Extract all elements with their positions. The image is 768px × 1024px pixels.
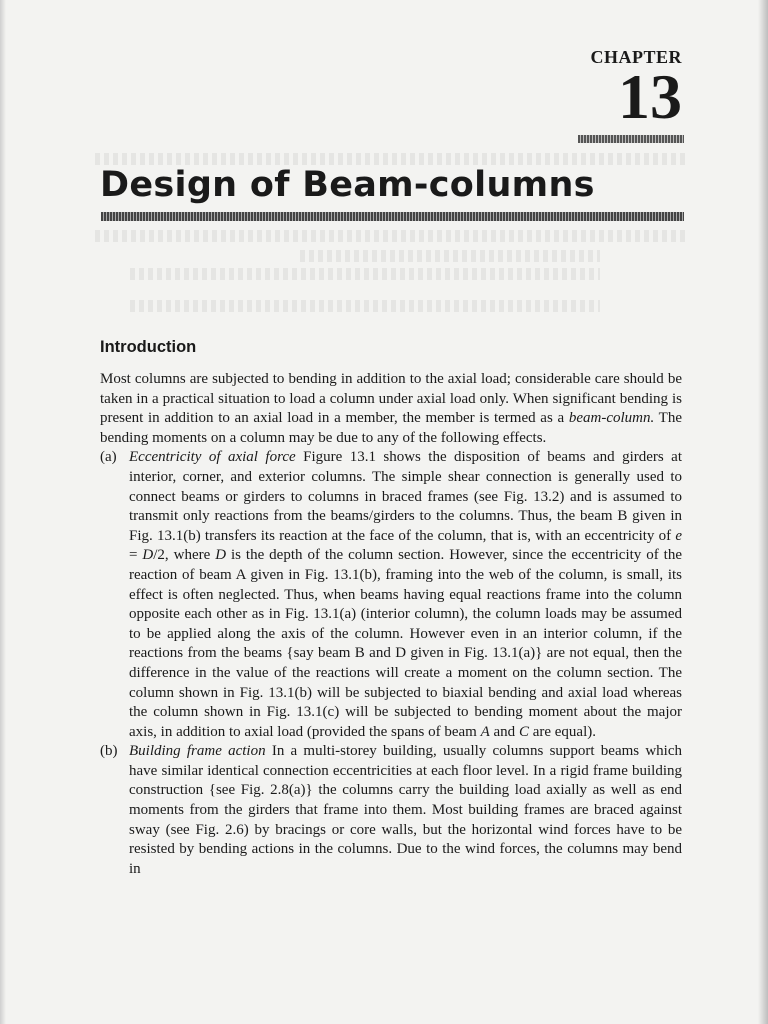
show-through-text (130, 268, 600, 280)
section-heading: Introduction (100, 338, 197, 356)
show-through-text (95, 153, 685, 165)
body-text (100, 370, 682, 879)
list-item-runin: Eccentricity of axial force (129, 449, 296, 466)
list-item-label: (a) (100, 449, 117, 466)
chapter-title-rule (101, 212, 684, 221)
chapter-number-rule (578, 135, 684, 143)
list-item-text (129, 448, 682, 742)
show-through-text (130, 300, 600, 312)
italic-text: beam-column. (568, 410, 655, 427)
text-run: Most columns are subjected to bending in addition to the axial load; considerable care should be taken in a practical situation to load a column under axial load only. When significant bending is present in addition to an axial load in a member, the member is termed as a (100, 371, 682, 427)
text-run: = (129, 547, 143, 564)
chapter-label: CHAPTER (590, 47, 682, 67)
show-through-text (300, 250, 600, 262)
list-item (100, 448, 682, 742)
text-run: and (489, 723, 519, 740)
text-run: In a multi-storey building, usually columns support beams which have similar identical connection eccentricities at each floor level. In a rigid frame building construction {see Fig. 2.8(a)} the columns carry the building load axially as well as end moments from the girders that frame into them. Most building frames are braced against sway (see Fig. 2.6) by bracings or core walls, but the horizontal wind forces have to be resisted by bending actions in the columns. Due to the wind forces, the columns may bend in (129, 743, 682, 877)
text-run: is the depth of the column section. However, since the eccentricity of the reaction of beam A given in Fig. 13.1(b), framing into the web of the column, is small, its effect is often neglected. Thus, when beams having equal reactions frame into the column opposite each other as in Fig. 13.1(a) (interior column), the column loads may be assumed to be applied along the axis of the column. However even in an interior column, if the reactions from the beams {say beam B and D given in Fig. 13.1(a)} are not equal, then the difference in the value of the reactions will create a moment on the column section. The column shown in Fig. 13.1(b) will be subjected to biaxial bending and axial load whereas the column shown in Fig. 13.1(c) will be subjected to bending moment about the major axis, in addition to axial load (provided the spans of beam (129, 547, 682, 740)
show-through-text (95, 230, 685, 242)
text-run: The bending moments on a column may be due to any of the following effects. (100, 410, 682, 446)
italic-text: D (215, 547, 227, 564)
list-item-label: (b) (100, 743, 118, 760)
text-run: are equal). (528, 723, 596, 740)
list-item-text (129, 742, 682, 879)
italic-text: D (142, 547, 154, 564)
chapter-title: Design of Beam-columns (100, 165, 595, 205)
italic-text: A (480, 723, 490, 740)
text-run: Figure 13.1 shows the disposition of beams and girders at interior, corner, and exterior columns. The simple shear connection is generally used to connect beams or girders to columns in braced frames (see Fig. 13.2) and is assumed to transmit only reactions from the beams/girders to the columns. Thus, the beam B given in Fig. 13.1(b) transfers its reaction at the face of the column, that is, with an eccentricity of (129, 449, 682, 544)
italic-text: C (518, 723, 529, 740)
italic-text: e (675, 527, 682, 544)
list-item-runin: Building frame action (129, 743, 266, 760)
text-run: /2, where (153, 547, 216, 564)
chapter-number: 13 (618, 61, 682, 132)
intro-paragraph (100, 370, 682, 448)
list-item (100, 742, 682, 879)
